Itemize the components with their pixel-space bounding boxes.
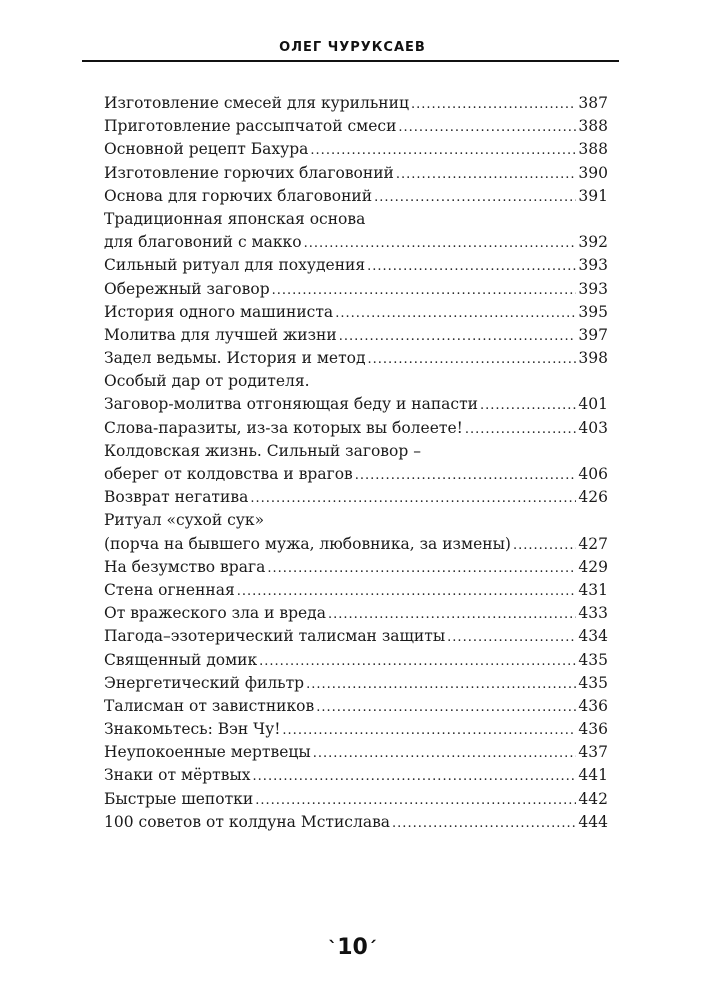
- toc-entry: [104, 788, 608, 811]
- toc-entry: [104, 509, 608, 555]
- toc-entry: [104, 208, 608, 254]
- toc-leader-dots: [328, 603, 576, 626]
- toc-entry-page: 426: [578, 488, 608, 507]
- page-number-tick-left: `: [328, 938, 338, 959]
- toc-entry-row: [104, 347, 608, 370]
- toc-entry-title: Изготовление горючих благовоний: [104, 163, 394, 182]
- toc-entry-page: 392: [578, 233, 608, 252]
- toc-leader-dots: [411, 93, 576, 116]
- toc-entry-row: [104, 254, 608, 277]
- toc-entry: [104, 556, 608, 579]
- toc-entry-page: 434: [578, 627, 608, 646]
- toc-entry-row: [104, 486, 608, 509]
- toc-leader-dots: [339, 325, 577, 348]
- toc-entry-title: Талисман от завистников: [104, 696, 315, 715]
- table-of-contents: [104, 92, 608, 834]
- toc-entry: [104, 115, 608, 138]
- toc-entry: [104, 254, 608, 277]
- toc-entry: [104, 695, 608, 718]
- toc-entry-row: [104, 393, 608, 416]
- toc-entry: [104, 370, 608, 416]
- toc-entry: [104, 324, 608, 347]
- toc-leader-dots: [513, 534, 576, 557]
- toc-entry-row: [104, 672, 608, 695]
- toc-entry-page: 435: [578, 673, 608, 692]
- toc-entry-row: [104, 231, 608, 254]
- toc-entry-title: Основной рецепт Бахура: [104, 140, 309, 159]
- toc-entry-title: оберег от колдовства и врагов: [104, 465, 353, 483]
- toc-entry: [104, 347, 608, 370]
- toc-entry-page: 429: [578, 557, 608, 576]
- toc-entry-page: 433: [578, 604, 608, 623]
- running-header: ОЛЕГ ЧУРУКСАЕВ: [279, 40, 426, 55]
- toc-entry-page: 436: [578, 696, 608, 715]
- toc-entry-row: [104, 695, 608, 718]
- toc-entry: [104, 602, 608, 625]
- toc-entry-title: Молитва для лучшей жизни: [104, 325, 337, 344]
- toc-entry-title: Пагода–эзотерический талисман защиты: [104, 627, 446, 646]
- toc-entry: [104, 417, 608, 440]
- toc-entry-row: [104, 788, 608, 811]
- toc-entry-row: [104, 533, 608, 556]
- toc-leader-dots: [316, 696, 576, 719]
- toc-entry-page: 395: [578, 302, 608, 321]
- toc-entry-page: 398: [578, 349, 608, 368]
- toc-entry-row: [104, 278, 608, 301]
- toc-entry-title: На безумство врага: [104, 557, 266, 576]
- toc-entry-title: Обережный заговор: [104, 279, 270, 298]
- toc-entry-row: [104, 463, 608, 486]
- toc-entry-title: Основа для горючих благовоний: [104, 186, 373, 205]
- toc-leader-dots: [398, 116, 576, 139]
- toc-leader-dots: [367, 255, 576, 278]
- toc-entry-row: [104, 138, 608, 161]
- toc-entry-page: 387: [578, 94, 608, 112]
- toc-entry: [104, 278, 608, 301]
- toc-entry-title-line: Ритуал «сухой сук»: [104, 511, 265, 530]
- toc-entry-page: 390: [578, 163, 608, 182]
- toc-entry: [104, 440, 608, 486]
- toc-entry-title-line: Колдовская жизнь. Сильный заговор –: [104, 441, 421, 460]
- toc-entry-title: Слова-паразиты, из-за которых вы болеете!: [104, 418, 463, 437]
- toc-leader-dots: [480, 394, 576, 417]
- toc-entry-page: 437: [578, 743, 608, 762]
- toc-entry: [104, 301, 608, 324]
- header-rule: [82, 60, 619, 62]
- toc-entry: [104, 811, 608, 834]
- toc-entry-title: Стена огненная: [104, 580, 235, 599]
- toc-entry-row: [104, 185, 608, 208]
- toc-leader-dots: [237, 580, 577, 603]
- toc-entry-page: 406: [578, 465, 608, 483]
- toc-entry-title: Возврат негатива: [104, 488, 249, 507]
- toc-leader-dots: [374, 186, 576, 209]
- toc-entry: [104, 649, 608, 672]
- toc-entry: [104, 764, 608, 787]
- toc-entry: [104, 579, 608, 602]
- toc-entry-page: 388: [578, 117, 608, 136]
- toc-leader-dots: [267, 557, 576, 580]
- page-number-value: 10: [337, 935, 368, 960]
- toc-entry-row: [104, 741, 608, 764]
- toc-entry-page: 393: [578, 279, 608, 298]
- toc-entry-row: [104, 602, 608, 625]
- toc-leader-dots: [304, 232, 577, 255]
- toc-entry-row: [104, 115, 608, 138]
- toc-leader-dots: [253, 765, 577, 788]
- toc-entry-page: 391: [578, 186, 608, 205]
- toc-leader-dots: [335, 302, 576, 325]
- toc-entry-title: Заговор-молитва отгоняющая беду и напасти: [104, 395, 479, 414]
- toc-entry-page: 388: [578, 140, 608, 159]
- toc-entry: [104, 486, 608, 509]
- toc-entry-row: [104, 417, 608, 440]
- toc-entry: [104, 625, 608, 648]
- toc-entry: [104, 138, 608, 161]
- toc-leader-dots: [310, 139, 576, 162]
- toc-entry-row: [104, 92, 608, 115]
- toc-entry-title: История одного машиниста: [104, 302, 334, 321]
- toc-entry-title: 100 советов от колдуна Мстислава: [104, 812, 391, 831]
- toc-entry: [104, 741, 608, 764]
- toc-entry-title: Сильный ритуал для похудения: [104, 256, 366, 275]
- toc-entry-row: [104, 579, 608, 602]
- toc-entry-row: [104, 162, 608, 185]
- toc-leader-dots: [447, 626, 576, 649]
- toc-entry-page: 435: [578, 650, 608, 669]
- toc-entry-page: 397: [578, 325, 608, 344]
- toc-leader-dots: [272, 279, 577, 302]
- toc-entry-title: Неупокоенные мертвецы: [104, 743, 311, 762]
- toc-entry-page: 431: [578, 580, 608, 599]
- toc-entry: [104, 162, 608, 185]
- toc-leader-dots: [313, 742, 577, 765]
- toc-entry-row: [104, 811, 608, 834]
- toc-entry-title: Задел ведьмы. История и метод: [104, 349, 366, 368]
- toc-entry-title: Знаки от мёртвых: [104, 766, 251, 785]
- toc-leader-dots: [355, 464, 577, 487]
- toc-leader-dots: [368, 348, 577, 371]
- toc-entry-row: [104, 324, 608, 347]
- toc-entry-page: 441: [578, 766, 608, 785]
- toc-entry-title: Священный домик: [104, 650, 258, 669]
- toc-entry-title-line: Особый дар от родителя.: [104, 372, 310, 391]
- toc-entry-title: Энергетический фильтр: [104, 673, 305, 692]
- toc-entry-row: [104, 764, 608, 787]
- toc-entry-title: Приготовление рассыпчатой смеси: [104, 117, 397, 136]
- toc-leader-dots: [259, 650, 576, 673]
- page-number-tick-right: ´: [367, 938, 377, 959]
- toc-entry-title: Знакомьтесь: Вэн Чу!: [104, 720, 281, 739]
- toc-entry-title: Быстрые шепотки: [104, 789, 254, 808]
- toc-leader-dots: [250, 487, 576, 510]
- toc-leader-dots: [255, 789, 576, 812]
- toc-entry: [104, 672, 608, 695]
- toc-entry-page: 401: [578, 395, 608, 414]
- toc-leader-dots: [396, 163, 577, 186]
- toc-entry-row: [104, 556, 608, 579]
- toc-entry-title: От вражеского зла и вреда: [104, 604, 326, 623]
- toc-entry-row: [104, 625, 608, 648]
- toc-leader-dots: [282, 719, 576, 742]
- toc-entry-title: (порча на бывшего мужа, любовника, за измены): [104, 534, 511, 553]
- toc-entry-page: 393: [578, 256, 608, 275]
- toc-entry-title: для благовоний с макко: [104, 233, 302, 252]
- toc-leader-dots: [306, 673, 576, 696]
- toc-leader-dots: [392, 812, 576, 835]
- toc-entry-page: 436: [578, 720, 608, 739]
- toc-entry-title: Изготовление смесей для курильниц: [104, 94, 409, 112]
- toc-entry-page: 444: [578, 812, 608, 831]
- page-number: [0, 935, 705, 960]
- toc-entry-row: [104, 718, 608, 741]
- toc-entry: [104, 718, 608, 741]
- toc-entry-title-line: Традиционная японская основа: [104, 209, 366, 228]
- toc-entry: [104, 185, 608, 208]
- toc-entry-row: [104, 649, 608, 672]
- toc-entry-page: 403: [578, 418, 608, 437]
- toc-entry-row: [104, 301, 608, 324]
- toc-entry: [104, 92, 608, 115]
- toc-entry-page: 442: [578, 789, 608, 808]
- toc-entry-page: 427: [578, 534, 608, 553]
- toc-leader-dots: [465, 418, 577, 441]
